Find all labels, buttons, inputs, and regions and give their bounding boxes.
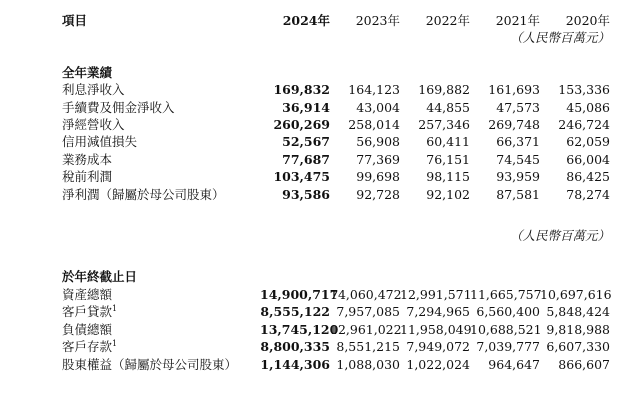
unit-note: （人民幣百萬元） <box>509 30 610 46</box>
value-cell: 44,855 <box>426 99 470 115</box>
value-cell: 60,411 <box>426 134 470 150</box>
value-cell: 6,607,330 <box>546 339 610 355</box>
value-cell: 76,151 <box>426 151 470 167</box>
value-cell: 77,687 <box>282 151 330 167</box>
value-cell: 56,908 <box>356 134 400 150</box>
year-header-2024: 2024年 <box>282 13 330 28</box>
value-cell: 169,882 <box>418 82 470 98</box>
row-label: 負債總額 <box>62 321 113 337</box>
value-cell: 269,748 <box>488 117 540 133</box>
section-title-row <box>62 64 610 81</box>
value-cell: 246,724 <box>558 117 610 133</box>
row-label: 業務成本 <box>62 151 113 167</box>
balance-section-title: 於年終截止日 <box>62 269 138 285</box>
income-section-title: 全年業績 <box>62 64 113 80</box>
value-cell: 153,336 <box>558 82 610 98</box>
value-cell: 8,800,335 <box>260 339 330 355</box>
row-label: 客戶存款$^1$ <box>62 338 118 355</box>
value-cell: 9,818,988 <box>546 321 610 337</box>
value-cell: 11,665,757 <box>470 286 542 302</box>
value-cell: 66,371 <box>496 134 540 150</box>
value-cell: 87,581 <box>496 186 540 202</box>
unit-note: （人民幣百萬元） <box>509 228 610 244</box>
value-cell: 258,014 <box>348 117 400 133</box>
table-row <box>62 321 610 338</box>
value-cell: 1,088,030 <box>336 356 400 372</box>
table-row <box>62 338 610 355</box>
value-cell: 13,745,120 <box>260 321 339 337</box>
footnote-marker: 1 <box>112 338 118 348</box>
table-row <box>62 286 610 303</box>
footnote-marker: 1 <box>112 304 118 314</box>
row-label: 手續費及佣金淨收入 <box>62 99 175 115</box>
table-row <box>62 151 610 168</box>
table-row <box>62 116 610 133</box>
value-cell: 7,949,072 <box>406 339 470 355</box>
value-cell: 66,004 <box>566 151 610 167</box>
value-cell: 12,961,022 <box>330 321 402 337</box>
row-label: 股東權益（歸屬於母公司股東） <box>62 356 238 372</box>
value-cell: 5,848,424 <box>546 304 610 320</box>
header-item-label: 項目 <box>62 13 88 28</box>
table-row <box>62 168 610 185</box>
row-label: 利息淨收入 <box>62 82 125 98</box>
table-header-row <box>62 12 610 29</box>
value-cell: 8,555,122 <box>260 304 330 320</box>
value-cell: 161,693 <box>488 82 540 98</box>
row-label: 淨經營收入 <box>62 117 125 133</box>
value-cell: 6,560,400 <box>476 304 540 320</box>
value-cell: 7,039,777 <box>476 339 540 355</box>
value-cell: 164,123 <box>348 82 400 98</box>
value-cell: 14,060,472 <box>330 286 402 302</box>
balance-rows <box>62 286 610 373</box>
table-row <box>62 186 610 203</box>
year-header-2023: 2023年 <box>355 13 400 28</box>
year-header-2020: 2020年 <box>565 13 610 28</box>
value-cell: 169,832 <box>273 82 330 98</box>
financial-summary-table <box>62 12 610 373</box>
table-row <box>62 303 610 320</box>
unit-row-balance <box>62 227 610 244</box>
value-cell: 7,957,085 <box>336 304 400 320</box>
value-cell: 62,059 <box>566 134 610 150</box>
value-cell: 99,698 <box>356 169 400 185</box>
value-cell: 866,607 <box>558 356 610 372</box>
unit-row-income <box>62 29 610 46</box>
value-cell: 93,959 <box>496 169 540 185</box>
value-cell: 964,647 <box>488 356 540 372</box>
value-cell: 47,573 <box>496 99 540 115</box>
value-cell: 10,688,521 <box>470 321 542 337</box>
value-cell: 8,551,215 <box>336 339 400 355</box>
row-label: 稅前利潤 <box>62 169 113 185</box>
value-cell: 43,004 <box>356 99 400 115</box>
value-cell: 260,269 <box>273 117 330 133</box>
value-cell: 86,425 <box>566 169 610 185</box>
table-row <box>62 81 610 98</box>
value-cell: 77,369 <box>356 151 400 167</box>
table-row <box>62 356 610 373</box>
value-cell: 36,914 <box>282 99 330 115</box>
value-cell: 1,144,306 <box>260 356 330 372</box>
value-cell: 10,697,616 <box>540 286 612 302</box>
value-cell: 7,294,965 <box>406 304 470 320</box>
value-cell: 92,728 <box>356 186 400 202</box>
year-header-2021: 2021年 <box>495 13 540 28</box>
value-cell: 74,545 <box>496 151 540 167</box>
row-label: 客戶貸款$^1$ <box>62 304 118 320</box>
value-cell: 92,102 <box>426 186 470 202</box>
value-cell: 103,475 <box>273 169 330 185</box>
value-cell: 52,567 <box>282 134 330 150</box>
row-label: 淨利潤（歸屬於母公司股東） <box>62 186 225 202</box>
table-row <box>62 99 610 116</box>
year-header-2022: 2022年 <box>425 13 470 28</box>
value-cell: 257,346 <box>418 117 470 133</box>
table-row <box>62 133 610 150</box>
value-cell: 98,115 <box>426 169 470 185</box>
value-cell: 93,586 <box>282 186 330 202</box>
value-cell: 14,900,717 <box>260 286 339 302</box>
value-cell: 11,958,049 <box>400 321 472 337</box>
row-label: 資產總額 <box>62 286 113 302</box>
value-cell: 78,274 <box>566 186 610 202</box>
value-cell: 1,022,024 <box>406 356 470 372</box>
income-rows <box>62 81 610 203</box>
value-cell: 12,991,571 <box>400 286 472 302</box>
row-label: 信用減值損失 <box>62 134 138 150</box>
section-title-row <box>62 268 610 285</box>
value-cell: 45,086 <box>566 99 610 115</box>
